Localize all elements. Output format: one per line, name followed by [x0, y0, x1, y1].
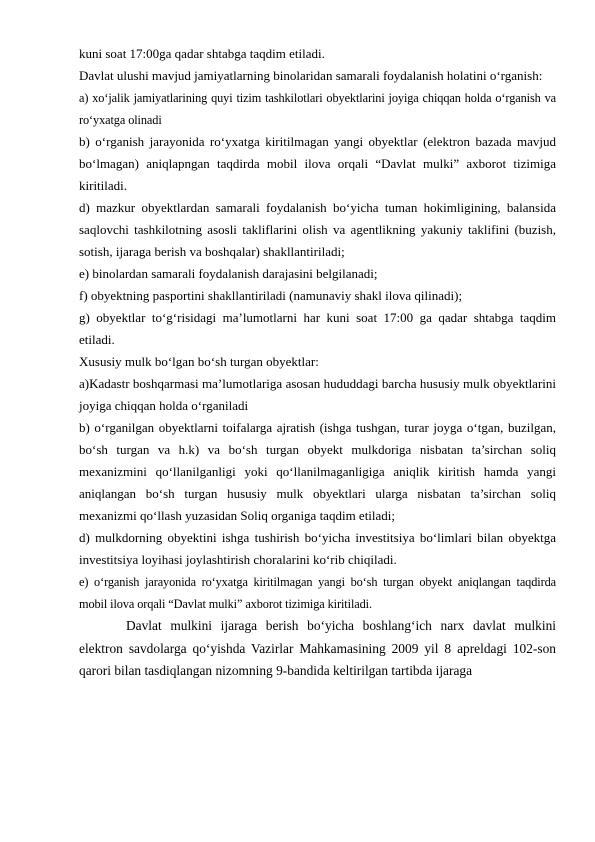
document-page — [79, 43, 556, 683]
paragraph-item-e: e) binolardan samarali foydalanish darajasini belgilanadi; — [79, 266, 378, 281]
paragraph-private-e: e) o‘rganish jarayonida ro‘yxatga kiritilmagan yangi bo‘sh turgan obyekt aniqlangan taqdirda mobil ilova orqali “Davlat mulki” axborot tizimiga kiritiladi. — [79, 575, 556, 611]
paragraph-private-intro: Xususiy mulk bo‘lgan bo‘sh turgan obyektlar: — [79, 354, 319, 369]
paragraph-item-a: a) xo‘jalik jamiyatlarining quyi tizim tashkilotlari obyektlarini joyiga chiqqan holda o‘rganish va ro‘yxatga olinadi — [79, 91, 556, 127]
paragraph-item-b: b) o‘rganish jarayonida ro‘yxatga kiritilmagan yangi obyektlar (elektron bazada mavjud bo‘lmagan) aniqlapngan taqdirda mobil ilova orqali “Davlat mulki” axborot tizimiga kiritiladi. — [79, 134, 556, 193]
paragraph-item-g: g) obyektlar to‘g‘risidagi ma’lumotlarni har kuni soat 17:00 ga qadar shtabga taqdim etiladi. — [79, 310, 556, 347]
paragraph-item-d: d) mazkur obyektlardan samarali foydalanish bo‘yicha tuman hokimligining, balansida saqlovchi tashkilotning asosli takliflarini olish va agentlikning yakuniy taklifini (buzish, sotish, ijaraga berish va boshqalar) shakllantiriladi; — [79, 200, 556, 259]
paragraph-private-b: b) o‘rganilgan obyektlarni toifalarga ajratish (ishga tushgan, turar joyga o‘tgan, buzilgan, bo‘sh turgan va h.k) va bo‘sh turgan obyekt mulkdoriga nisbatan ta’sirchan soliq mexanizmini qo‘llanilganligi yoki qo‘llanilmaganligiga aniqlik kiritish hamda yangi aniqlangan bo‘sh turgan hususiy mulk obyektlari ularga nisbatan ta’sirchan soliq mexanizmi qo‘llash yuzasidan Soliq organiga taqdim etiladi; — [79, 420, 556, 523]
paragraph-private-d: d) mulkdorning obyektini ishga tushirish bo‘yicha investitsiya bo‘limlari bilan obyektga investitsiya loyihasi joylashtirish choralarini ko‘rib chiqiladi. — [79, 530, 556, 567]
paragraph-deadline: kuni soat 17:00ga qadar shtabga taqdim etiladi. — [79, 46, 325, 61]
paragraph-rental-price: Davlat mulkini ijaraga berish bo‘yicha boshlang‘ich narx davlat mulkini elektron savdolarga qo‘yishda Vazirlar Mahkamasining 2009 yil 8 apreldagi 102-son qarori bilan tasdiqlangan nizomning 9-bandida keltirilgan tartibda ijaraga — [79, 618, 556, 678]
paragraph-item-f: f) obyektning pasportini shakllantiriladi (namunaviy shakl ilova qilinadi); — [79, 288, 463, 303]
paragraph-state-share-intro: Davlat ulushi mavjud jamiyatlarning binolaridan samarali foydalanish holatini o‘rganish: — [79, 68, 543, 83]
paragraph-private-a: a)Kadastr boshqarmasi ma’lumotlariga asosan hududdagi barcha hususiy mulk obyektlarini joyiga chiqqan holda o‘rganiladi — [79, 376, 556, 413]
